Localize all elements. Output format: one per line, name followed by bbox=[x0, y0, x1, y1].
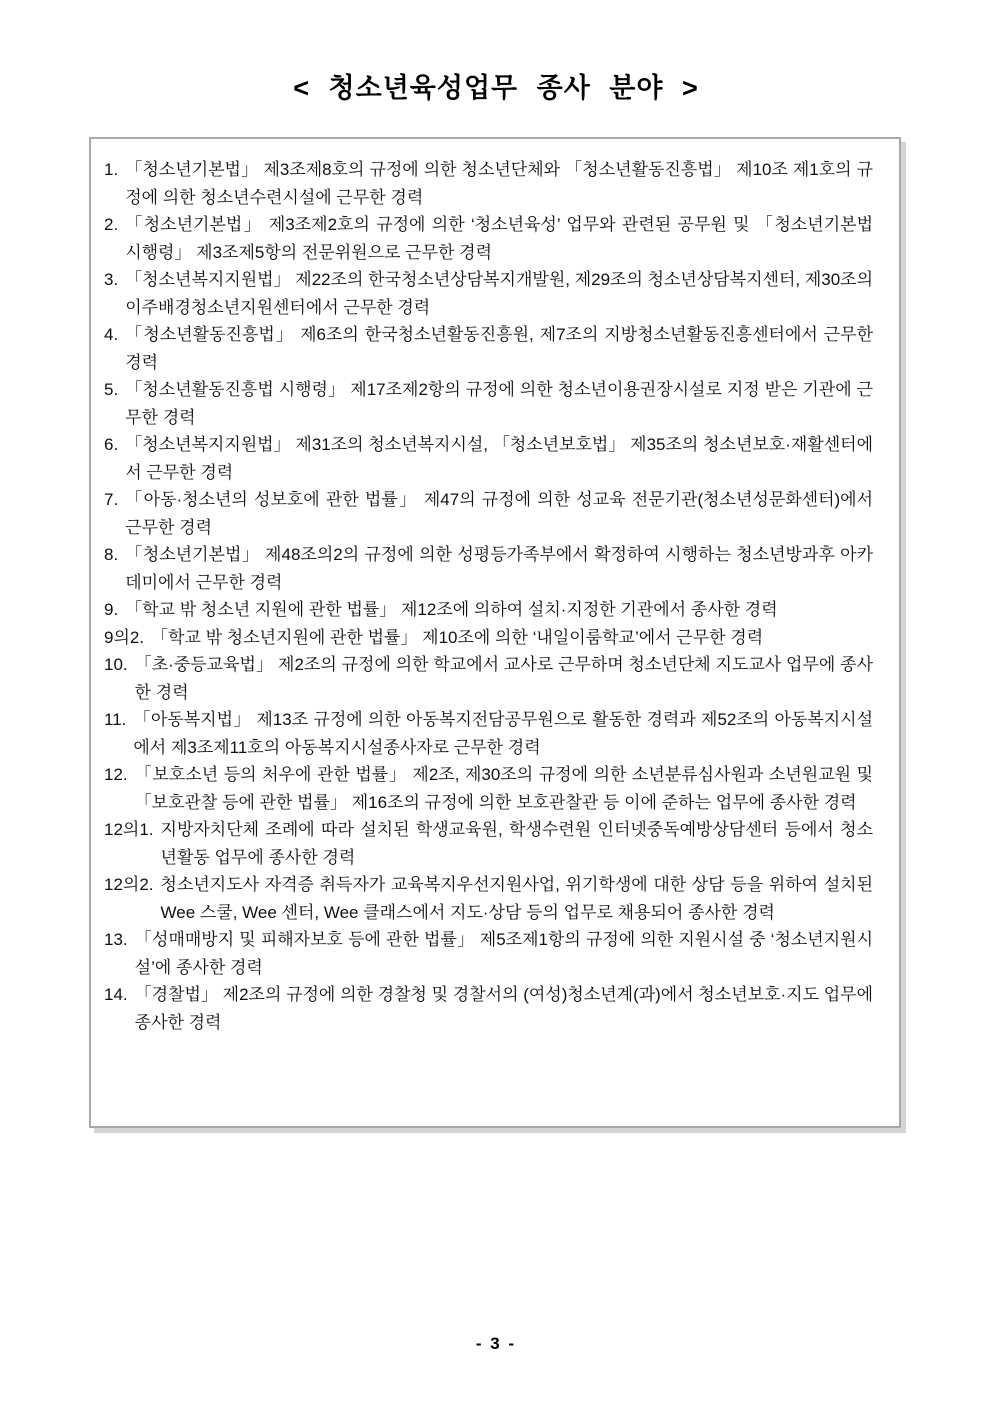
list-item bbox=[104, 981, 873, 1036]
item-number: 9. bbox=[104, 600, 119, 619]
document-title: < 청소년육성업무 종사 분야 > bbox=[293, 73, 699, 103]
item-text: 「학교 밖 청소년지원에 관한 법률」 제10조에 의한 ‘내일이룸학교’에서 근무한 경력 bbox=[151, 627, 764, 647]
item-text: 「아동복지법」 제13조 규정에 의한 아동복지전담공무원으로 활동한 경력과 제52조의 아동복지시설에서 제3조제11호의 아동복지시설종사자로 근무한 경력 bbox=[133, 710, 873, 757]
list-item bbox=[104, 651, 873, 706]
list-item bbox=[104, 211, 873, 266]
item-text: 「청소년활동진흥법」 제6조의 한국청소년활동진흥원, 제7조의 지방청소년활동진흥센터에서 근무한 경력 bbox=[125, 325, 873, 372]
list-item bbox=[104, 816, 873, 871]
item-number: 3. bbox=[104, 270, 119, 289]
experience-list bbox=[104, 156, 873, 1036]
list-item bbox=[104, 376, 873, 431]
item-text: 「청소년복지지원법」 제22조의 한국청소년상담복지개발원, 제29조의 청소년상담복지센터, 제30조의 이주배경청소년지원센터에서 근무한 경력 bbox=[125, 270, 874, 317]
item-number: 1. bbox=[104, 160, 119, 179]
item-number: 5. bbox=[104, 380, 119, 399]
item-number: 2. bbox=[104, 215, 119, 234]
item-number: 12. bbox=[104, 765, 128, 784]
item-number: 14. bbox=[104, 985, 128, 1004]
list-item bbox=[104, 596, 873, 624]
item-text: 청소년지도사 자격증 취득자가 교육복지우선지원사업, 위기학생에 대한 상담 등을 위하여 설치된 Wee 스쿨, Wee 센터, Wee 클래스에서 지도·상담 등의 업무로 채용되어 종사한 경력 bbox=[160, 875, 873, 922]
item-number: 4. bbox=[104, 325, 119, 344]
list-item bbox=[104, 486, 873, 541]
item-text: 「경찰법」 제2조의 규정에 의한 경찰청 및 경찰서의 (여성)청소년계(과)에서 청소년보호·지도 업무에 종사한 경력 bbox=[134, 985, 873, 1032]
item-text: 「학교 밖 청소년 지원에 관한 법률」 제12조에 의하여 설치·지정한 기관에서 종사한 경력 bbox=[125, 600, 778, 619]
list-item bbox=[104, 926, 873, 981]
item-text: 「청소년활동진흥법 시행령」 제17조제2항의 규정에 의한 청소년이용권장시설로 지정 받은 기관에 근무한 경력 bbox=[125, 380, 873, 427]
item-number: 12의2. bbox=[104, 875, 154, 894]
item-number: 9의2. bbox=[104, 627, 145, 647]
list-item bbox=[104, 706, 873, 761]
list-item bbox=[104, 431, 873, 486]
item-number: 11. bbox=[104, 710, 127, 729]
list-item bbox=[104, 156, 873, 211]
item-text: 「초·중등교육법」 제2조의 규정에 의한 학교에서 교사로 근무하며 청소년단체 지도교사 업무에 종사한 경력 bbox=[134, 655, 873, 702]
list-item bbox=[104, 761, 873, 816]
item-text: 「청소년기본법」 제48조의2의 규정에 의한 성평등가족부에서 확정하여 시행하는 청소년방과후 아카데미에서 근무한 경력 bbox=[125, 545, 873, 592]
list-item bbox=[104, 871, 873, 926]
item-number: 8. bbox=[104, 545, 119, 564]
list-item bbox=[104, 266, 873, 321]
item-number: 10. bbox=[104, 655, 128, 674]
item-number: 13. bbox=[104, 930, 128, 949]
item-text: 「보호소년 등의 처우에 관한 법률」 제2조, 제30조의 규정에 의한 소년분류심사원과 소년원교원 및 「보호관찰 등에 관한 법률」 제16조의 규정에 의한 보호관찰관 등 이에 준하는 업무에 종사한 경력 bbox=[134, 765, 873, 812]
page-number: - 3 - bbox=[475, 1334, 517, 1353]
list-item bbox=[104, 541, 873, 596]
item-text: 지방자치단체 조례에 따라 설치된 학생교육원, 학생수련원 인터넷중독예방상담센터 등에서 청소년활동 업무에 종사한 경력 bbox=[160, 820, 873, 867]
item-text: 「청소년복지지원법」 제31조의 청소년복지시설, 「청소년보호법」 제35조의 청소년보호·재활센터에서 근무한 경력 bbox=[125, 435, 873, 482]
list-item bbox=[104, 321, 873, 376]
item-text: 「아동·청소년의 성보호에 관한 법률」 제47의 규정에 의한 성교육 전문기관(청소년성문화센터)에서 근무한 경력 bbox=[125, 490, 873, 537]
list-item bbox=[104, 624, 873, 652]
item-text: 「청소년기본법」 제3조제8호의 규정에 의한 청소년단체와 「청소년활동진흥법」 제10조 제1호의 규정에 의한 청소년수련시설에 근무한 경력 bbox=[125, 160, 873, 207]
item-text: 「청소년기본법」 제3조제2호의 규정에 의한 ‘청소년육성’ 업무와 관련된 공무원 및 「청소년기본법 시행령」 제3조제5항의 전문위원으로 근무한 경력 bbox=[125, 215, 873, 262]
item-number: 7. bbox=[104, 490, 119, 509]
content-box bbox=[89, 137, 901, 1128]
item-number: 6. bbox=[104, 435, 119, 454]
item-number: 12의1. bbox=[104, 820, 154, 839]
item-text: 「성매매방지 및 피해자보호 등에 관한 법률」 제5조제1항의 규정에 의한 지원시설 중 ‘청소년지원시설’에 종사한 경력 bbox=[134, 930, 873, 977]
